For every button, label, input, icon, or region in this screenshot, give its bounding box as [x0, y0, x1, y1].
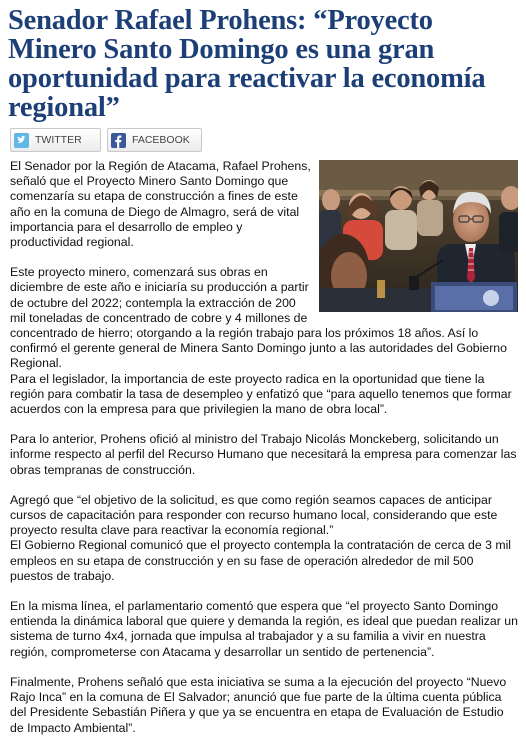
paragraph-1: El Senador por la Región de Atacama, Rafael Prohens, señaló que el Proyecto Minero Santo Domingo que comenzaría su etapa de construcción a fines de este año en la comuna de Diego de Almagro, será de vital importancia para el desarrollo de empleo y productividad regional.: [10, 159, 311, 250]
twitter-share-button[interactable]: [10, 128, 101, 152]
headline: Senador Rafael Prohens: “Proyecto Minero Santo Domingo es una gran oportunidad para reactivar la economía regional”: [8, 5, 486, 123]
facebook-label: FACEBOOK: [132, 134, 190, 146]
twitter-bird-icon: [14, 133, 29, 148]
article-photo: [319, 160, 518, 312]
article-body: [10, 159, 518, 736]
twitter-label: TWITTER: [35, 134, 82, 146]
facebook-share-button[interactable]: [107, 128, 202, 152]
share-bar: [10, 128, 518, 152]
paragraph-4: Para lo anterior, Prohens ofició al ministro del Trabajo Nicolás Monckeberg, solicitando un informe respecto al perfil del Recurso Humano que necesitará la empresa para comenzar las obras tempranas de construcción.: [10, 432, 517, 477]
paragraph-6: El Gobierno Regional comunicó que el proyecto contempla la contratación de cerca de 3 mil empleos en su etapa de construcción y en su fase de operación alrededor de mil 500 puestos de trabajo.: [10, 538, 512, 583]
paragraph-7: En la misma línea, el parlamentario comentó que espera que “el proyecto Santo Domingo entienda la dinámica laboral que quiere y demanda la región, es ideal que puedan realizar un sistema de turno 4x4, jornada que impulsa al trabajador y a su familia a vivir en nuestra región, comprometerse con Atacama y desarrollar un sentido de pertenencia”.: [10, 599, 518, 659]
paragraph-2: Este proyecto minero, comenzará sus obras en diciembre de este año e iniciaría su producción a partir de octubre del 2022; contempla la extracción de 200 mil toneladas de concentrado de cobre y 4 millones de concentrado de hierro; otorgando a la región trabajo para los próximos 18 años. Así lo confirmó el gerente general de Minera Santo Domingo junto a las autoridades del Gobierno Regional.: [10, 265, 507, 371]
paragraph-8: Finalmente, Prohens señaló que esta iniciativa se suma a la ejecución del proyecto “Nuevo Rajo Inca” en la comuna de El Salvador; anunció que fue parte de la última cuenta pública del Presidente Sebastián Piñera y que ya se encuentra en etapa de Evaluación de Estudio de Impacto Ambiental”.: [10, 674, 507, 735]
paragraph-5: Agregó que “el objetivo de la solicitud, es que como región seamos capaces de anticipar cursos de capacitación para responder con recurso humano local, considerando que este proyecto resulta clave para reactivar la economía regional.”: [10, 492, 498, 538]
paragraph-3: Para el legislador, la importancia de este proyecto radica en la oportunidad que tiene la región para combatir la tasa de desempleo y enfatizó que “para aquello tenemos que formar acuerdos con la empresa para que privilegien la mano de obra local”.: [10, 371, 512, 417]
facebook-f-icon: [111, 133, 126, 148]
